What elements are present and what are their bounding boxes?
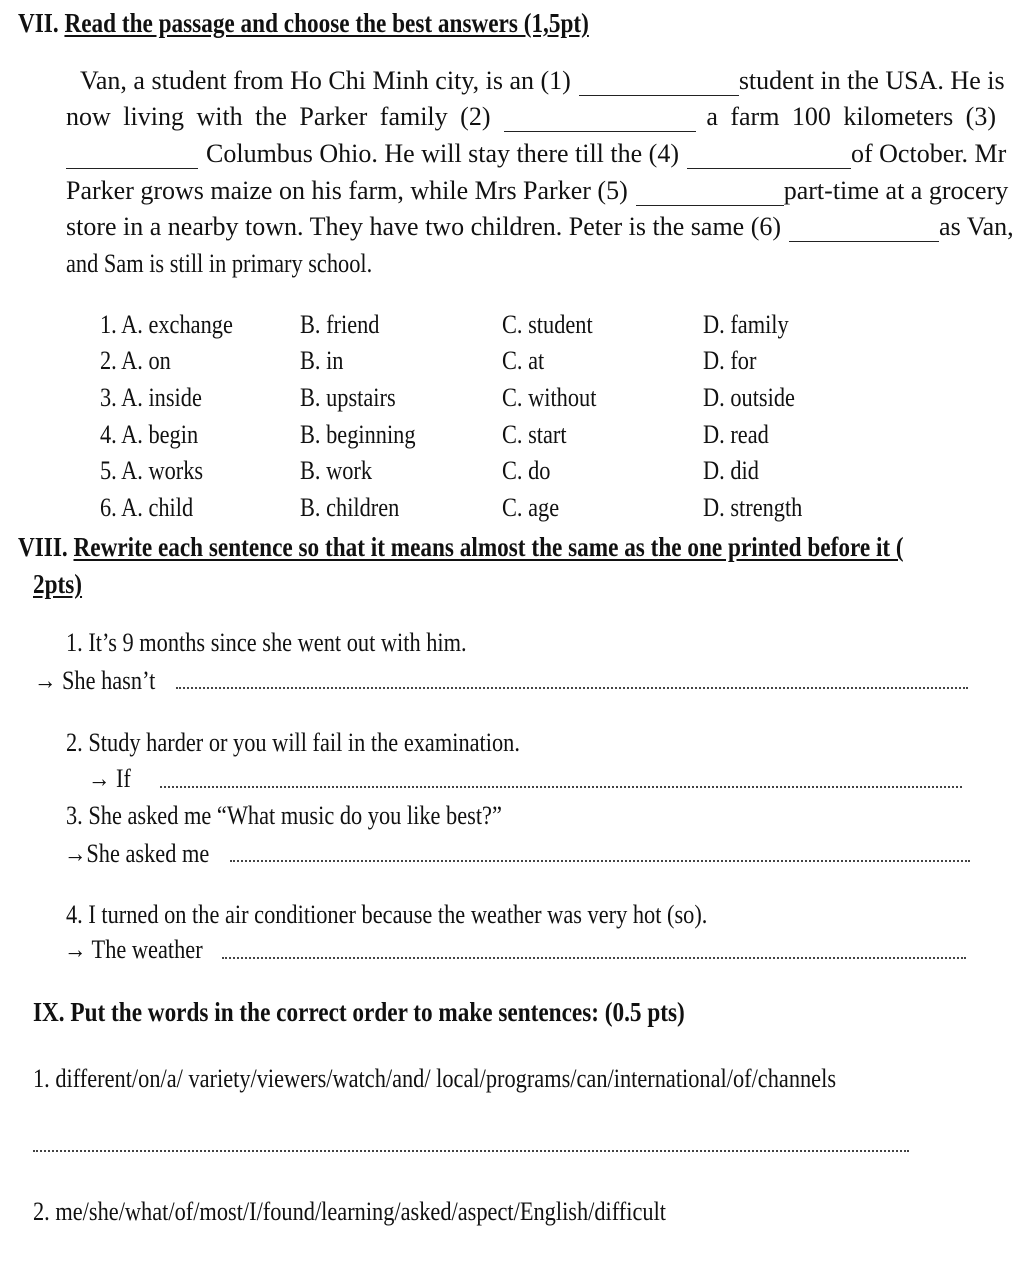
option-2-d[interactable]: D. for bbox=[703, 346, 757, 375]
passage-text: store in a nearby town. They have two children. Peter is the same (6) bbox=[66, 212, 782, 241]
passage-text: as Van, bbox=[939, 212, 1014, 241]
option-1-c[interactable]: C. student bbox=[502, 310, 593, 339]
section-8-title: Rewrite each sentence so that it means almost the same as the one printed before it ( bbox=[73, 532, 904, 562]
option-4-a[interactable]: 4. A. begin bbox=[100, 420, 199, 449]
passage-line-1 bbox=[66, 66, 1005, 96]
section-7-heading bbox=[18, 8, 589, 39]
option-3-b[interactable]: B. upstairs bbox=[300, 383, 396, 412]
option-2-b[interactable]: B. in bbox=[300, 346, 344, 375]
section-8-title-cont: 2pts) bbox=[33, 569, 83, 599]
gap-4[interactable] bbox=[687, 146, 851, 169]
option-1-b[interactable]: B. friend bbox=[300, 310, 380, 339]
passage-text: a farm 100 kilometers (3) bbox=[706, 102, 996, 131]
order-1-answer-line[interactable] bbox=[33, 1148, 909, 1152]
rewrite-2-answer-line[interactable] bbox=[160, 784, 962, 788]
option-6-a[interactable]: 6. A. child bbox=[100, 493, 194, 522]
option-5-b[interactable]: B. work bbox=[300, 456, 373, 485]
passage-text: Columbus Ohio. He will stay there till the (4) bbox=[206, 139, 679, 168]
gap-5[interactable] bbox=[636, 183, 784, 206]
option-2-c[interactable]: C. at bbox=[502, 346, 545, 375]
option-6-b[interactable]: B. children bbox=[300, 493, 400, 522]
option-3-d[interactable]: D. outside bbox=[703, 383, 795, 412]
gap-6[interactable] bbox=[789, 219, 939, 242]
rewrite-1-start: → She hasn’t bbox=[34, 666, 156, 695]
option-5-c[interactable]: C. do bbox=[502, 456, 551, 485]
section-7-title: Read the passage and choose the best answers (1,5pt) bbox=[64, 8, 589, 38]
rewrite-4-start: → The weather bbox=[64, 935, 203, 964]
rewrite-2-start: → If bbox=[88, 764, 131, 793]
gap-1[interactable] bbox=[579, 73, 739, 96]
option-3-c[interactable]: C. without bbox=[502, 383, 597, 412]
passage-text: Parker grows maize on his farm, while Mrs Parker (5) bbox=[66, 176, 628, 205]
rewrite-3-answer-line[interactable] bbox=[230, 858, 970, 862]
option-2-a[interactable]: 2. A. on bbox=[100, 346, 171, 375]
option-6-c[interactable]: C. age bbox=[502, 493, 560, 522]
passage-text: part-time at a grocery bbox=[783, 176, 1009, 205]
passage-text: Van, a student from Ho Chi Minh city, is an (1) bbox=[80, 66, 571, 95]
passage-text: of October. Mr bbox=[851, 139, 1007, 168]
passage-line-5 bbox=[66, 212, 1014, 242]
section-8-heading bbox=[18, 532, 904, 563]
option-3-a[interactable]: 3. A. inside bbox=[100, 383, 202, 412]
section-8-number: VIII. bbox=[18, 532, 68, 562]
passage-line-3 bbox=[66, 139, 1007, 169]
option-4-b[interactable]: B. beginning bbox=[300, 420, 416, 449]
order-item-1: 1. different/on/a/ variety/viewers/watch/and/ local/programs/can/international/of/channels bbox=[33, 1064, 837, 1093]
passage-line-6: and Sam is still in primary school. bbox=[66, 249, 373, 278]
passage-text: now living with the Parker family (2) bbox=[66, 102, 491, 131]
option-6-d[interactable]: D. strength bbox=[703, 493, 803, 522]
section-9-heading: IX. Put the words in the correct order to make sentences: (0.5 pts) bbox=[33, 997, 685, 1027]
passage-text: student in the USA. He is bbox=[738, 66, 1005, 95]
section-7-number: VII. bbox=[18, 8, 59, 38]
rewrite-1-prompt: 1. It’s 9 months since she went out with him. bbox=[66, 628, 467, 657]
option-5-a[interactable]: 5. A. works bbox=[100, 456, 204, 485]
rewrite-4-answer-line[interactable] bbox=[222, 955, 966, 959]
option-1-d[interactable]: D. family bbox=[703, 310, 789, 339]
option-4-c[interactable]: C. start bbox=[502, 420, 567, 449]
option-4-d[interactable]: D. read bbox=[703, 420, 769, 449]
rewrite-3-prompt: 3. She asked me “What music do you like best?” bbox=[66, 801, 502, 830]
rewrite-2-prompt: 2. Study harder or you will fail in the examination. bbox=[66, 728, 520, 757]
order-item-2: 2. me/she/what/of/most/I/found/learning/asked/aspect/English/difficult bbox=[33, 1197, 667, 1226]
rewrite-1-answer-line[interactable] bbox=[176, 685, 968, 689]
passage-line-2 bbox=[66, 102, 996, 132]
option-5-d[interactable]: D. did bbox=[703, 456, 759, 485]
option-1-a[interactable]: 1. A. exchange bbox=[100, 310, 233, 339]
passage-line-4 bbox=[66, 176, 1009, 206]
rewrite-3-start: →She asked me bbox=[64, 839, 210, 868]
gap-3[interactable] bbox=[66, 146, 198, 169]
gap-2[interactable] bbox=[504, 109, 696, 132]
rewrite-4-prompt: 4. I turned on the air conditioner because the weather was very hot (so). bbox=[66, 900, 708, 929]
